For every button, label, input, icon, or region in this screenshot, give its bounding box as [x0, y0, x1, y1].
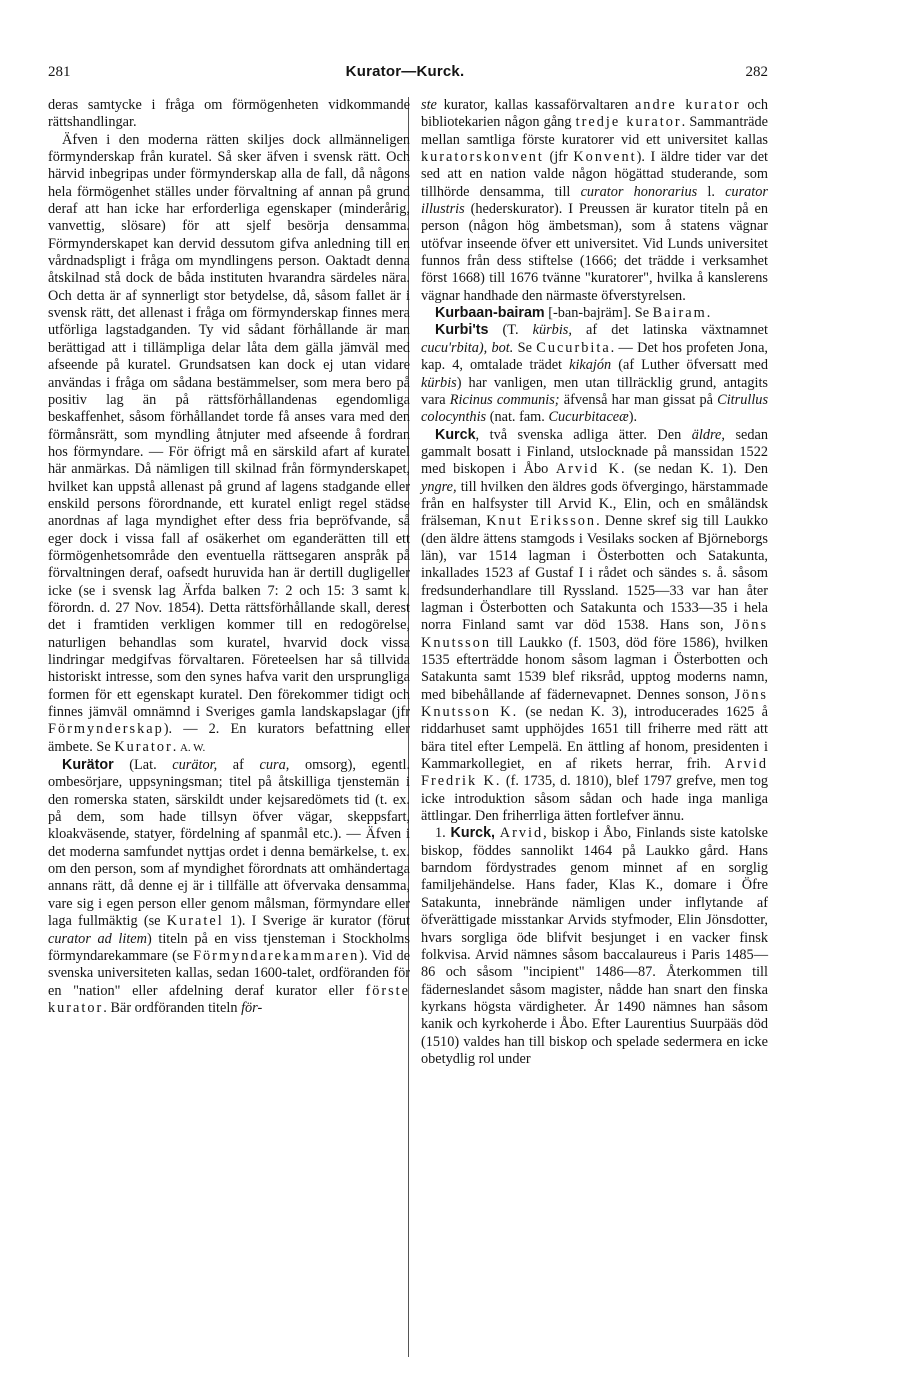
- italic-term: för-: [241, 999, 263, 1016]
- text: ).: [628, 409, 638, 426]
- entry-kurck-arvid: [421, 825, 768, 1068]
- paragraph-kuratel-modern: Äfven i den moderna rätten skiljes dock allmänneligen förmynderskap från kuratel. Så sker äfven i svensk rätt. Och härvid inbegripas under förmynderskap alla de fall, då någons hela förmögenhet ställes under förvaltning af annan på grund deraf att han icke har erforderliga egenskaper (minderårig, vanvettig, slösare) för att sjelf besörja densamma. Förmynderskapet kan dervid dessutom gifva anledning till en vårdnadspligt i fråga om myndlingens person. Oaktadt denna åtskilnad stå dock de båda instituten hvarandra särdeles nära. Och detta är af synnerligt stor betydelse, då, såsom fallet är i svensk rätt, det allenast i fråga om förmynderskap finnes mera utförliga lagstadganden. Ty vid sådant förhållande är man berättigad att i tillämpliga delar låta dem gälla jämväl med afseende på kuratel. Grundsatsen kan dock ej utan vidare användas i fråga om sådana bestämmelser, som mera bero på positiv lag än på rättsförhållandenas egendomliga beskaffenhet, såsom förhållandet torde få anses vara med den förmånsrätt, som myndling åtnjuter med afseende å fordran hos förmyndare. — För öfrigt må en särskild afart af kuratel här anmärkas. Då nämligen till skilnad från förmynderskapet, hvilket kan uppstå allenast på grund af lagens stadgande eller enskild persons förordnande, ett kuratel enligt regel städse anordnas af laga myndighet efter dess fria bepröfvande, så eger dock i vissa fall af osäkerhet om eganderätten till ett förmögenhetsområde den eventuella rättsegaren anspråk på förvaltningen deraf, oafsedt huruvida han är dertill dugligeller icke (se i svensk lag Ärfda balken 7: 2 och 15: 3 samt k. förordn. d. 27 Nov. 1854). Detta rättsförhållande skall, derest det i framtiden verkligen kommer till en redogörelse, naturligen behandlas som kuratel, hvarvid dock vissa lindringar medgifvas förvaltaren. Företeelsen har så tillvida historiskt intresse, som den synes hafva varit den ursprungliga formen för ett egenskapt kuratel. Den förekommer tidigt och finnes jämväl omnämnd i Sveriges gamla landskapslagar (jfr Förmynderskap). — 2. En kurators befattning eller ämbete. Se Kurator. A. W.: [48, 131, 410, 755]
- text: ). I äldre tider var det sed att en nation valde någon högättad studerande, som tillhörde densamma, till: [421, 149, 769, 200]
- italic-term: kikajón: [569, 357, 612, 374]
- text: l.: [707, 183, 715, 200]
- italic-term: curator honorarius: [580, 183, 698, 200]
- cross-reference[interactable]: Förmyndarekammaren: [193, 947, 360, 964]
- italic-term: yngre,: [421, 478, 457, 495]
- right-column: [421, 97, 768, 1068]
- text: (af Luther öfversatt med: [618, 357, 769, 374]
- text: till Laukko (f. 1503, död före 1586), hvilken 1535 efterträdde honom såsom lagman i Österbotten och Satakunta samt 1539 blef riksråd, upptog moderns namn, med bibehållande af fädernevapnet. Dennes sonson,: [421, 634, 768, 703]
- cross-reference[interactable]: Bairam: [652, 305, 707, 322]
- person-name: Knut Eriksson: [486, 513, 597, 530]
- text: af: [232, 757, 244, 774]
- text: kurator, kallas kassaförvaltaren: [443, 97, 629, 113]
- text: . Bär ordföranden titeln: [103, 999, 238, 1016]
- headword-kurbits: Kurbi'ts: [435, 322, 489, 339]
- entry-number: 1.: [435, 825, 446, 842]
- italic-term: curator ad litem: [48, 930, 147, 947]
- text: (f. 1735, d. 1810), blef 1797 grefve, men tog icke introduktion såsom sådan och hade inga manliga ättlingar. Den friherrliga ätten fortlefver ännu.: [421, 773, 768, 825]
- author-signature: A. W.: [179, 741, 206, 754]
- person-name: Arvid: [499, 825, 544, 842]
- italic-term: cucu'rbita), bot.: [421, 339, 514, 356]
- left-column: [48, 97, 410, 1017]
- italic-term: Cucurbitaceæ: [548, 409, 629, 426]
- entry-kurator: [48, 757, 410, 1017]
- cross-reference[interactable]: Kuratel: [166, 913, 224, 930]
- italic-term: cura,: [259, 757, 290, 774]
- text: ). — 2. En kurators befattning eller ämbete. Se: [48, 721, 410, 755]
- text: . — Det hos profeten Jona, kap. 4, omtalade trädet: [421, 339, 768, 374]
- text: (jfr: [549, 149, 568, 166]
- person-name: Jöns Knutsson: [421, 617, 769, 651]
- text: (se nedan K. 3), introducerades 1625 å riddarhuset samt upphöjdes 1651 till friherre med rätt att bära titel efter Lempelä. En ättling af honom, presidenten i Kammarkollegiet, en af rikets herrar, frih.: [421, 704, 768, 773]
- text: (hederskurator). I Preussen är kurator titeln på en person (någon hög ämbetsman), som å statens vägnar utöfvar inseende öfver ett universitet. Vid Lunds universitet funnos från dess stiftelse (1666; det trädde i verksamhet först 1668) till 1676 tvänne "kuratorer", hvilka å kanslerens vägnar handhade den närmaste öfverstyrelsen.: [421, 201, 768, 304]
- entry-kurbaan-bairam: Kurbaan-bairam [-ban-bajräm]. Se Bairam.: [435, 305, 711, 322]
- cross-reference[interactable]: Cucurbita: [536, 339, 611, 356]
- headword-kurbaan-bairam: Kurbaan-bairam: [435, 305, 545, 322]
- person-name: Arvid Fredrik K.: [421, 756, 768, 790]
- text: . Sammanträde mellan samtliga förste kuratorer vid ett universitet kallas: [421, 114, 768, 148]
- running-title: Kurator—Kurck.: [345, 63, 465, 80]
- paragraph-continued: [421, 97, 768, 305]
- spaced-term: tredje kurator: [575, 114, 682, 131]
- text: , biskop i Åbo, Finlands siste katolske biskop, föddes sannolikt 1464 på Laukko gård. Hans barndom fördystrades genom minnet af en sorglig familjehändelse. Hans fader, Klas K., domare i Öfre Satakunta, innebrände nämligen under inflytande af öfverättigade misstankar Arvids styfmoder, Elin Jönsdotter, hvars sorgliga öde blifvit besjunget i en vacker finsk folkvisa. Arvid nämnes såsom baccalaureus i Paris 1485—86 och såsom "incipient" 1486—87. Återkommen till fäderneslandet såsom magister, nådde han snart den finska kyrkans högsta värdigheter. År 1490 nämnes han såsom kanik och kyrkoherde i Åbo. Efter Laurentius Suurpääs död (1510) valdes han till biskop och spelade sedermera en icke obetydlig rol under: [421, 825, 768, 1067]
- text: till hvilken den äldres gods öfvergingo, härstammade från en halfsyster till Arvid K., Elin, och en småländsk frälseman,: [421, 478, 768, 530]
- entry-kurbits: [421, 322, 768, 426]
- italic-term: curator illustris: [421, 183, 768, 218]
- cross-reference[interactable]: förste kurator: [48, 982, 410, 1016]
- text: Äfven i den moderna rätten skiljes dock allmänneligen förmynderskap från kuratel. Så sker äfven i svensk rätt. Och härvid inbegripas under förmynderskap alla de fall, då någons hela förmögenhet ställes under förvaltning af annan på grund deraf att han icke har erforderliga egenskaper (minderårig, vanvettig, slösare) för att sjelf besörja densamma. Förmynderskapet kan dervid dessutom gifva anledning till en vårdnadspligt i fråga om myndlingens person. Oaktadt denna åtskilnad stå dock de båda instituten hvarandra särdeles nära. Och detta är af synnerligt stor betydelse, då, såsom fallet är i svensk rätt, det allenast i fråga om förmynderskap finnes mera utförliga lagstadganden. Ty vid sådant förhållande är man berättigad att i tillämpliga delar låta dem gälla jämväl med afseende på kuratel. Grundsatsen kan dock ej utan vidare användas i fråga om sådana bestämmelser, som mera bero på positiv lag än på rättsförhållandenas egendomliga beskaffenhet, såsom förhållandet torde få anses vara med den förmånsrätt, som myndling åtnjuter med afseende å fordran hos förmyndare. — För öfrigt må en särskild afart af kuratel här anmärkas. Då nämligen till skilnad från förmynderskapet, hvilket kan uppstå allenast på grund af lagens stadgande eller enskild persons förordnande, ett kuratel enligt regel städse anordnas af laga myndighet efter dess fria bepröfvande, så eger dock i vissa fall af osäkerhet om eganderätten till ett förmögenhetsområde den eventuella rättsegaren anspråk på förvaltningen deraf, oafsedt huruvida han är dertill dugligeller icke (se i svensk lag Ärfda balken 7: 2 och 15: 3 samt k. förordn. d. 27 Nov. 1854). Detta rättsförhållande skall, derest det i framtiden verkligen kommer till en redogörelse, naturligen behandlas som kuratel, hvarvid dock vissa lindringar medgifvas förvaltaren. Företeelsen har så tillvida historiskt intresse, som den synes hafva varit den ursprungliga formen för ett egenskapt kuratel. Den förekommer tidigt och finnes jämväl omnämnd i Sveriges gamla landskapslagar (jfr: [48, 131, 410, 721]
- cross-reference[interactable]: Kurator: [114, 738, 173, 755]
- text: äfvenså har man gissat på: [563, 391, 713, 408]
- spaced-term: andre kurator: [634, 97, 741, 113]
- text: ). Vid de svenska universiteten kallas, sedan 1600-talet, ordföranden för en "nation" eller afdelning deraf kurator eller: [48, 947, 410, 999]
- italic-term: curätor,: [172, 757, 218, 774]
- entry-kurck: [421, 427, 768, 826]
- italic-term: kürbis,: [532, 322, 572, 339]
- text: (Lat.: [129, 757, 157, 774]
- text: Se: [517, 339, 532, 356]
- italic-term: kürbis: [421, 374, 457, 391]
- page-number-right: 282: [745, 64, 768, 80]
- text: af det latinska växtnamnet: [586, 322, 768, 339]
- page-number-left: 281: [48, 64, 71, 80]
- paragraph-continued: deras samtycke i fråga om förmögenheten vidkommande rättshandlingar.: [48, 97, 410, 131]
- headword-kurator: Kurätor: [62, 757, 114, 774]
- text: . Denne skref sig till Laukko (den äldre ättens stamgods i Vesilaks socken af Björneborgs län), var 1514 lagman i Österbotten och Satakunta, inkallades 1523 af Gustaf I i rådet och sändes s. å. såsom fredsunderhandlare till Ryssland. 1525—33 var han åter lagman i Österbotten och Satakunta och 1533—35 i hela norra Finland samt var död 1538. Hans son,: [421, 513, 768, 634]
- cross-reference[interactable]: Förmynderskap: [48, 721, 164, 738]
- headword-kurck-1: Kurck,: [450, 825, 496, 842]
- text: [-ban-bajräm]. Se: [548, 305, 650, 322]
- italic-term: Ricinus communis;: [449, 391, 560, 408]
- text: omsorg), egentl. ombesörjare, uppsyningsman; titel på åtskilliga tjenstemän i den romerska staten, särskildt under kejsaredömets tid (t. ex. på dem, som hade tillsyn öfver vägar, skeppsfart, kloakväsende, statyer, fördelning af spanmål etc.). — Äfven i det moderna samfundet nyttjas ordet i denna bemärkelse, t. ex. om den person, som af myndighet förordnats att omhändertaga annans rätt, då denne ej är i tillfälle att öfvervaka densamma, vare sig i egen person eller genom målsman, förmyndare eller laga fullmäktig (se: [48, 757, 411, 930]
- headword-kurck: Kurck: [435, 426, 476, 443]
- text: , två svenska adliga ätter. Den: [475, 426, 682, 443]
- text: och bibliotekarien någon gång: [421, 97, 769, 131]
- italic-term: äldre,: [691, 426, 725, 443]
- text: ) har vanligen, men utan tillräcklig grund, antagits vara: [421, 374, 768, 408]
- text: ) titeln på en viss tjensteman i Stockholms förmyndarekammare (se: [48, 930, 410, 964]
- italic-term: ste: [421, 97, 437, 113]
- cross-reference[interactable]: Konvent: [573, 149, 637, 166]
- spaced-term: kuratorskonvent: [421, 149, 544, 166]
- person-name: Jöns Knutsson K.: [421, 686, 768, 721]
- cross-reference[interactable]: Arvid K.: [555, 461, 627, 478]
- text: (se nedan K. 1). Den: [634, 461, 769, 478]
- text: sedan gammalt bosatt i Finland, utslocknade på manssidan 1522 med biskopen i Åbo: [421, 426, 769, 478]
- text: 1). I Sverige är kurator (förut: [229, 913, 411, 930]
- text: (nat. fam.: [489, 409, 545, 426]
- text: (T.: [502, 322, 519, 339]
- italic-term: Citrullus colocynthis: [421, 391, 769, 426]
